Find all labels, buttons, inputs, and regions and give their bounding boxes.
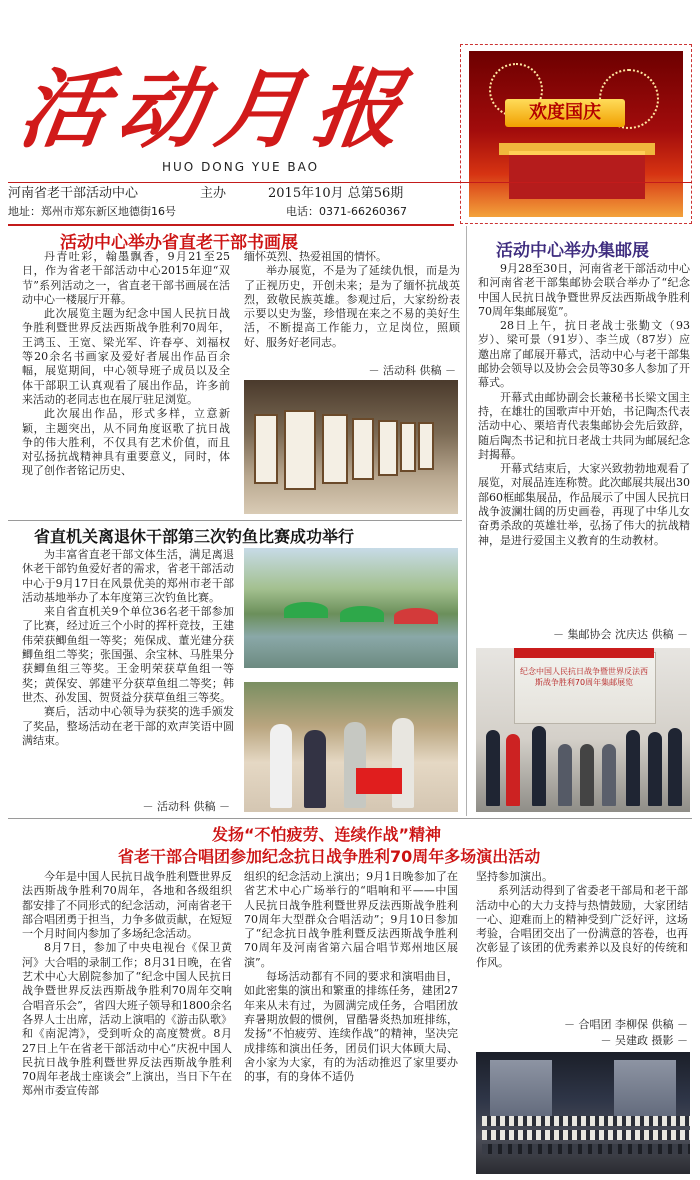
paragraph: 9月28至30日，河南省老干部活动中心和河南省老干部集邮协会联合举办了“纪念中国人民抗日战争暨世界反法西斯战争胜利70周年集邮展览”。	[478, 262, 690, 318]
paragraph: 赛后，活动中心领导为获奖的选手颁发了奖品，整场活动在老干部的欢声笑语中圆满结束。	[22, 705, 234, 747]
tiananmen-gate-icon	[509, 151, 645, 199]
publisher: 河南省老干部活动中心	[8, 186, 139, 201]
calligraphy-credit: － 活动科 供稿 －	[368, 364, 456, 377]
address: 地址：郑州市郑东新区地德街16号	[8, 205, 176, 218]
paragraph: 开幕式结束后，大家兴致勃勃地观看了展览，对展品连连称赞。此次邮展共展出30部60框邮集展品，作品展示了中国人民抗日战争波澜壮阔的历史画卷，再现了中华儿女奋勇杀敌的英雄壮举，弘扬了伟大的抗战精神，是进行爱国主义教育的生动教材。	[478, 462, 690, 547]
choir-headline: 发扬“不怕疲劳、连续作战”精神	[212, 825, 442, 844]
exhibition-hall-photo	[244, 380, 458, 514]
calligraphy-body-col1	[22, 250, 230, 479]
photo-banner-text: 纪念中国人民抗日战争暨世界反法西斯战争胜利70周年集邮展览	[520, 667, 648, 687]
stamp-caption: 欢度国庆	[505, 99, 625, 127]
publisher-role: 主办	[200, 186, 227, 201]
section-divider	[8, 818, 692, 819]
choir-concert-photo	[476, 1052, 690, 1174]
column-divider	[466, 226, 467, 816]
stamp-show-body	[478, 262, 690, 548]
section-divider	[8, 520, 462, 521]
paragraph: 来自省直机关9个单位36名老干部参加了比赛，经过近三个小时的挥杆竞技，王建伟荣获鲫鱼组一等奖；苑保成、董光建分获鲫鱼组二等奖；张国强、余宝林、马胜果分获鲫鱼组三等奖。王金明荣获草鱼组一等奖；黄保安、郭建平分获草鱼组二等奖；韩世杰、孙发国、贺贤益分获草鱼组三等奖。	[22, 605, 234, 704]
paragraph: 系列活动得到了省委老干部局和老干部活动中心的大力支持与热情鼓励，大家团结一心、迎难而上的精神受到广泛好评，这场考验，合唱团交出了一份满意的答卷，也再次彰显了该团的优秀素养以及良好的传统和作风。	[476, 884, 688, 969]
paragraph: 8月7日，参加了中央电视台《保卫黄河》大合唱的录制工作；8月31日晚，在省艺术中心大剧院参加了“纪念中国人民抗日战争暨世界反法西斯战争胜利70周年交响合唱音乐会”，省四大班子领导和1800余名各界人士出席，活动上演唱的《游击队歌》和《南泥湾》，受到听众的高度赞赏。8月27日上午在省老干部活动中心“庆祝中国人民抗日战争胜利暨世界反法西斯战争胜利70周年老战士座谈会”上演出，当日下午在郑州市委宣传部	[22, 941, 232, 1098]
photo-credit: － 吴建政 摄影 －	[600, 1034, 688, 1047]
stamp-show-headline: 活动中心举办集邮展	[496, 241, 649, 261]
paragraph: 开幕式由邮协副会长兼秘书长梁文国主持，在雄壮的国歌声中开始，书记陶杰代表活动中心、栗培青代表集邮协会先后致辞，随后陶杰书记和抗日老战士共同为邮展纪念封揭幕。	[478, 390, 690, 461]
choir-body-col2	[244, 870, 458, 1084]
paragraph: 为丰富省直老干部文体生活，满足离退休老干部钓鱼爱好者的需求，省老干部活动中心于9月17日在风景优美的郑州市老干部活动基地举办了本年度第三次钓鱼比赛。	[22, 548, 234, 604]
phone: 电话：0371-66260367	[286, 205, 407, 218]
choir-subheadline: 省老干部合唱团参加纪念抗日战争胜利70周年多场演出活动	[118, 847, 541, 866]
paragraph: 28日上午，抗日老战士张勤文（93岁）、梁可景（91岁）、李兰成（87岁）应邀出席了邮展开幕式，活动中心与老干部集邮协会领导以及协会会员等30多人参加了开幕式。	[478, 319, 690, 390]
paragraph: 缅怀英烈、热爱祖国的情怀。	[244, 250, 387, 263]
masthead-pinyin: HUO DONG YUE BAO	[162, 160, 320, 174]
paragraph: 此次展览主题为纪念中国人民抗日战争胜利暨世界反法西斯战争胜利70周年，王鸿玉、王宽、梁光军、许春亭、刘福权等20余名书画家及爱好者展出作品百余幅，展览期间，中心领导班子成员以及全体干部职工认真观看了展出作品，许多前来活动的老同志也在展厅驻足浏览。	[22, 307, 230, 406]
stamp-show-credit: － 集邮协会 沈庆达 供稿 －	[553, 628, 688, 641]
paragraph: 组织的纪念活动上演出；9月1日晚参加了在省艺术中心广场举行的“唱响和平——中国人民抗日战争胜利暨世界反法西斯战争胜利70周年大型群众合唱活动”；9月10日参加了“纪念抗日战争胜利暨反法西斯战争胜利70周年及河南省第六届合唱节郑州地区展演”。	[244, 870, 458, 969]
paragraph: 坚持参加演出。	[476, 870, 553, 883]
fishing-body	[22, 548, 234, 748]
choir-body-col3	[476, 870, 688, 970]
paragraph: 举办展览，不是为了延续仇恨，而是为了正视历史，开创未来；是为了缅怀抗战英烈，致敬民族英雄。参观过后，大家纷纷表示要以史为鉴，珍惜现在来之不易的美好生活，不断提高工作能力，立足岗位，照顾好、服务好老同志。	[244, 264, 460, 349]
masthead-divider	[8, 182, 692, 183]
paragraph: 今年是中国人民抗日战争胜利暨世界反法西斯战争胜利70周年，各地和各级组织都安排了不同形式的纪念活动，河南省老干部合唱团勇于担当，力争多做贡献，在短短一个月时间内参加了多场纪念活动。	[22, 870, 232, 941]
issue-info: 2015年10月 总第56期	[268, 186, 404, 201]
paragraph: 此次展出作品，形式多样，立意新颖，主题突出，从不同角度讴歌了抗日战争的伟大胜利，不仅具有艺术价值，而且对弘扬抗战精神具有重要意义，同时，体现了创作者铭记历史、	[22, 407, 230, 478]
award-ceremony-photo	[244, 682, 458, 812]
stamp-opening-photo	[476, 648, 690, 812]
choir-body-col1	[22, 870, 232, 1099]
choir-credit: － 合唱团 李柳保 供稿 －	[564, 1018, 688, 1031]
fishing-credit: － 活动科 供稿 －	[142, 800, 230, 813]
masthead-title: 活动月报	[13, 59, 420, 160]
fishing-headline: 省直机关离退休干部第三次钓鱼比赛成功举行	[34, 527, 355, 546]
header-rule	[8, 224, 454, 226]
paragraph: 丹青吐彩，翰墨飘香，9月21至25日，作为省老干部活动中心2015年迎“双节”系列活动之一，省直老干部书画展在活动中心一楼展厅开幕。	[22, 250, 230, 306]
paragraph: 每场活动都有不同的要求和演唱曲目，如此密集的演出和繁重的排练任务，建团27年来从未有过，为圆满完成任务，合唱团放弃暑期放假的惯例，冒酷暑炎热加班排练，发扬“不怕疲劳、连续作战”的精神，坚决完成排练和演出任务，团员们识大体顾大局、舍小家为大家，有的为活动推迟了家里要办的事，有的身体不适仍	[244, 970, 458, 1084]
fishing-pond-photo	[244, 548, 458, 668]
national-day-stamp-image	[460, 44, 692, 224]
calligraphy-headline: 活动中心举办省直老干部书画展	[60, 233, 298, 253]
calligraphy-body-col2	[244, 250, 460, 350]
